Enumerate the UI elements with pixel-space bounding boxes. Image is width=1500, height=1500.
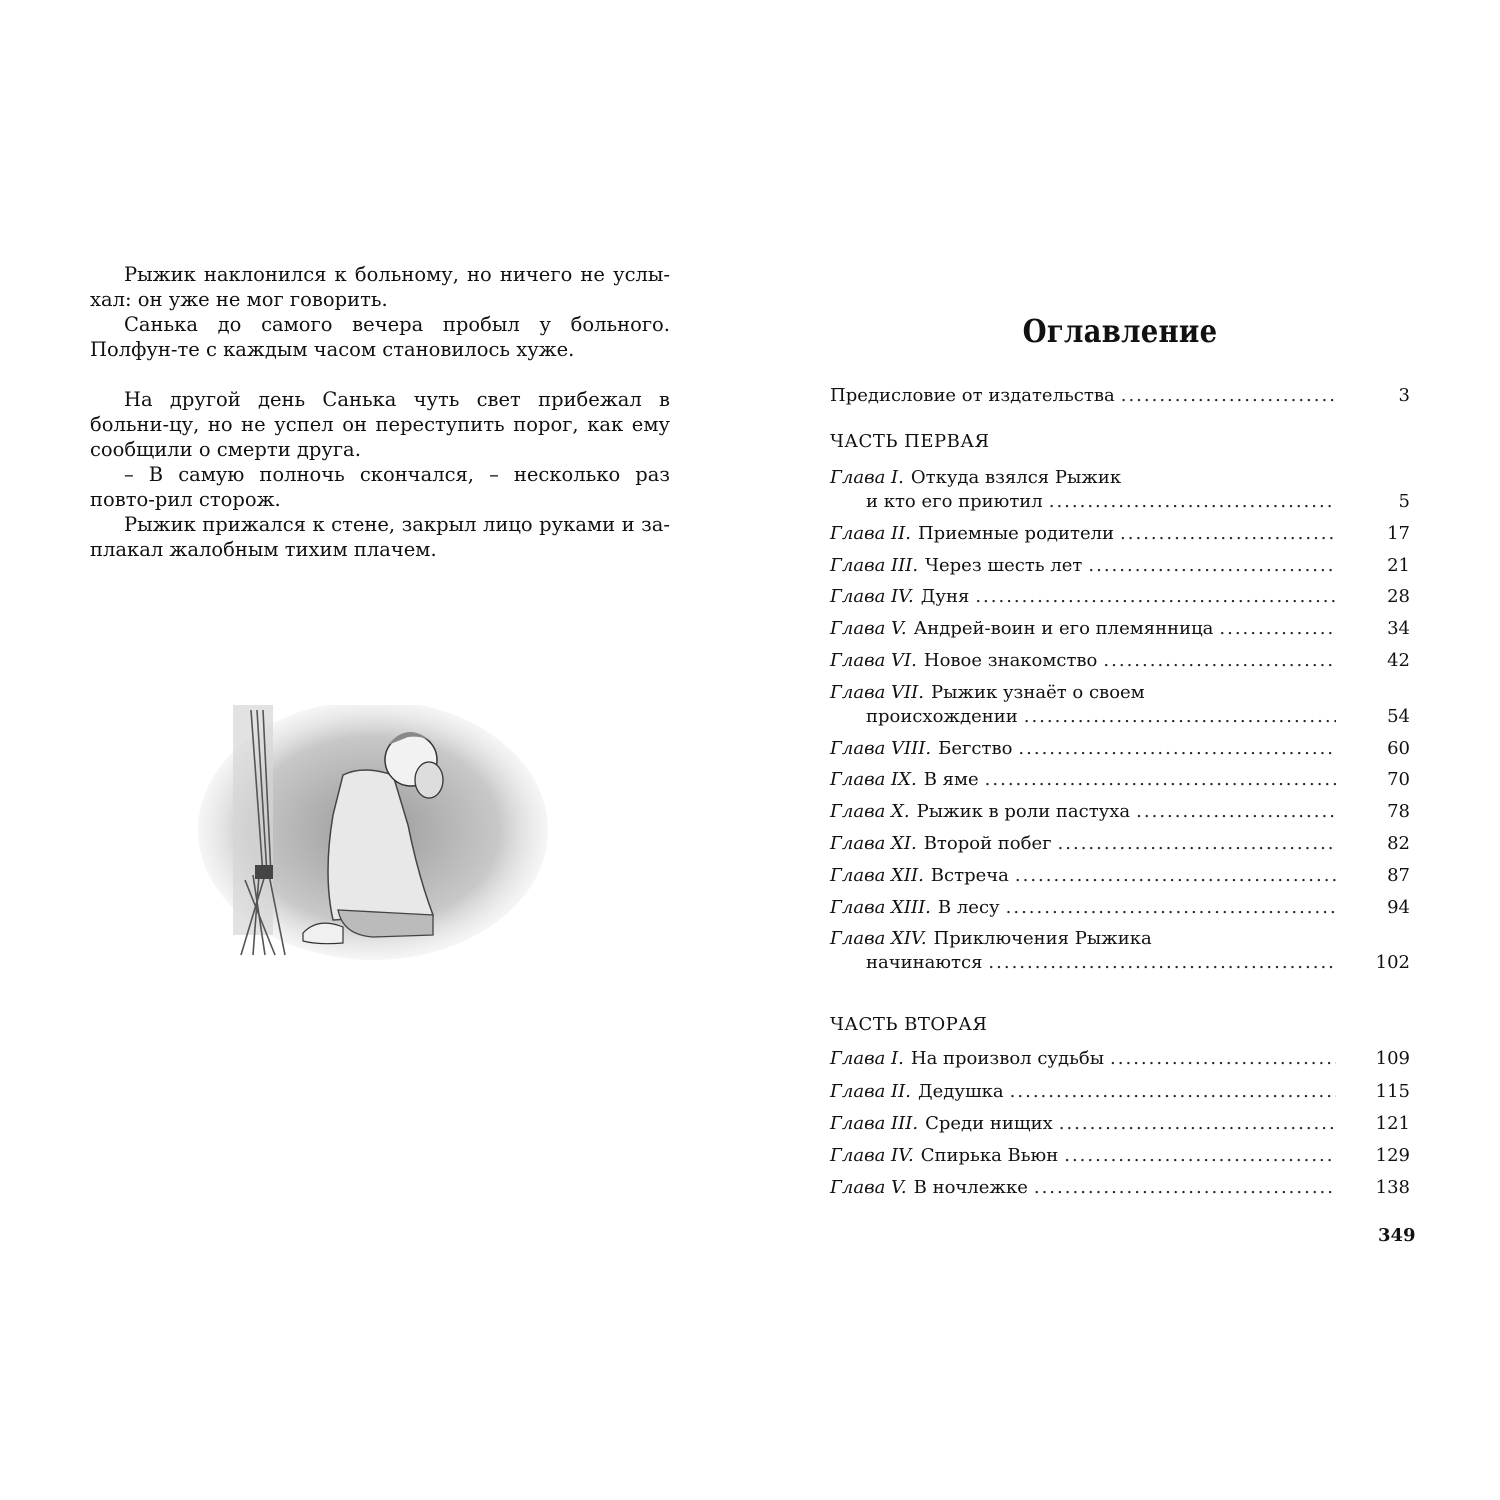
chapter-page: 115 (1375, 1080, 1410, 1102)
toc-entry[interactable] (830, 681, 1410, 729)
chapter-number: Глава XII. (830, 864, 924, 886)
chapter-page: 78 (1387, 801, 1410, 823)
chapter-title: Приемные родители (917, 522, 1115, 544)
chapter-title: В лесу (937, 896, 1000, 918)
paragraph: На другой день Санька чуть свет прибежал в больни-цу, но не успел он переступить порог, как ему сообщили о смерти друга. (90, 388, 670, 461)
table-of-contents (830, 384, 1410, 1200)
chapter-number: Глава I. (830, 1048, 904, 1070)
chapter-number: Глава III. (830, 554, 919, 576)
toc-entry[interactable] (830, 554, 1410, 578)
chapter-title: Через шесть лет (925, 554, 1083, 576)
chapter-number: Глава VII. (830, 681, 924, 703)
part-heading: ЧАСТЬ ПЕРВАЯ (830, 431, 990, 452)
part-one-chapters (830, 466, 1410, 975)
chapter-page: 82 (1387, 832, 1410, 854)
chapter-title: Дедушка (917, 1080, 1004, 1102)
chapter-page: 138 (1375, 1177, 1410, 1199)
chapter-title: Откуда взялся Рыжик (910, 467, 1122, 488)
chapter-title: Спирька Вьюн (920, 1144, 1059, 1166)
page-number: 349 (1378, 1225, 1416, 1246)
chapter-title: Приключения Рыжика (933, 928, 1152, 950)
toc-entry[interactable] (830, 737, 1410, 761)
chapter-page: 60 (1387, 737, 1410, 759)
chapter-title: Рыжик в роли пастуха (916, 801, 1131, 823)
chapter-title: Среди нищих (925, 1112, 1053, 1134)
chapter-title: Новое знакомство (923, 649, 1098, 671)
toc-entry[interactable] (830, 896, 1410, 920)
toc-entry[interactable] (830, 768, 1410, 792)
chapter-page: 17 (1387, 522, 1410, 544)
toc-entry[interactable] (830, 522, 1410, 546)
paragraph: Рыжик прижался к стене, закрыл лицо руками и за-плакал жалобным тихим плачем. (90, 513, 670, 561)
left-page (90, 262, 670, 562)
toc-entry[interactable] (830, 832, 1410, 856)
toc-entry[interactable] (830, 864, 1410, 888)
chapter-title-cont: происхождении (866, 705, 1018, 727)
chapter-number: Глава II. (830, 522, 911, 544)
toc-entry[interactable] (830, 585, 1410, 609)
part-two-chapters (830, 1047, 1410, 1200)
page-title: Оглавление (1022, 312, 1218, 350)
paragraph: Рыжик наклонился к больному, но ничего не услы-хал: он уже не мог говорить. (90, 263, 670, 311)
chapter-page: 28 (1387, 586, 1410, 608)
chapter-page: 129 (1375, 1144, 1410, 1166)
chapter-title: Встреча (930, 864, 1009, 886)
chapter-number: Глава VI. (830, 649, 917, 671)
chapter-title: В ночлежке (913, 1177, 1028, 1199)
toc-entry[interactable] (830, 1080, 1410, 1104)
chapter-page: 21 (1387, 554, 1410, 576)
toc-entry[interactable] (830, 927, 1410, 975)
toc-entry[interactable] (830, 1144, 1410, 1168)
chapter-title: Второй побег (923, 832, 1052, 854)
chapter-number: Глава V. (830, 618, 907, 640)
paragraph: Санька до самого вечера пробыл у больного. Полфун-те с каждым часом становилось хуже. (90, 313, 670, 361)
paragraph: – В самую полночь скончался, – несколько раз повто-рил сторож. (90, 463, 670, 511)
chapter-page: 42 (1387, 649, 1410, 671)
chapter-number: Глава XIV. (830, 928, 927, 950)
chapter-number: Глава I. (830, 467, 904, 488)
toc-entry[interactable] (830, 1112, 1410, 1136)
toc-entry[interactable] (830, 649, 1410, 673)
chapter-number: Глава IX. (830, 769, 917, 791)
chapter-page: 109 (1375, 1048, 1410, 1070)
chapter-number: Глава V. (830, 1177, 907, 1199)
chapter-title-cont: и кто его приютил (866, 491, 1043, 512)
right-page (830, 0, 1416, 1500)
chapter-number: Глава XI. (830, 832, 917, 854)
chapter-number: Глава VIII. (830, 737, 932, 759)
toc-entry[interactable] (830, 617, 1410, 641)
chapter-page: 102 (1375, 952, 1410, 974)
chapter-number: Глава IV. (830, 1144, 914, 1166)
chapter-title: Андрей-воин и его племянница (913, 618, 1214, 640)
chapter-number: Глава III. (830, 1112, 919, 1134)
chapter-number: Глава II. (830, 1080, 911, 1102)
part-heading: ЧАСТЬ ВТОРАЯ (830, 1014, 988, 1036)
toc-entry[interactable] (830, 800, 1410, 824)
chapter-number: Глава XIII. (830, 896, 931, 918)
chapter-number: Глава IV. (830, 586, 914, 608)
chapter-title: Рыжик узнаёт о своем (930, 681, 1145, 703)
chapter-page: 121 (1375, 1112, 1410, 1134)
chapter-page: 70 (1387, 769, 1410, 791)
chapter-title-cont: начинаются (866, 952, 983, 974)
chapter-page: 87 (1387, 864, 1410, 886)
chapter-title: В яме (923, 769, 979, 791)
chapter-page: 5 (1398, 491, 1410, 512)
chapter-page: 34 (1387, 618, 1410, 640)
chapter-page: 94 (1387, 896, 1410, 918)
chapter-title: Дуня (920, 586, 970, 608)
toc-entry[interactable] (830, 1047, 1410, 1071)
chapter-title: На произвол судьбы (910, 1048, 1105, 1070)
illustration-crying-boy (193, 705, 553, 965)
toc-entry[interactable]: Предисловие от издательства ..... 3 (830, 384, 1410, 408)
chapter-title: Бегство (938, 737, 1013, 759)
toc-entry[interactable] (830, 1176, 1410, 1200)
chapter-page: 54 (1387, 705, 1410, 727)
toc-entry[interactable] (830, 466, 1410, 514)
chapter-number: Глава X. (830, 801, 910, 823)
